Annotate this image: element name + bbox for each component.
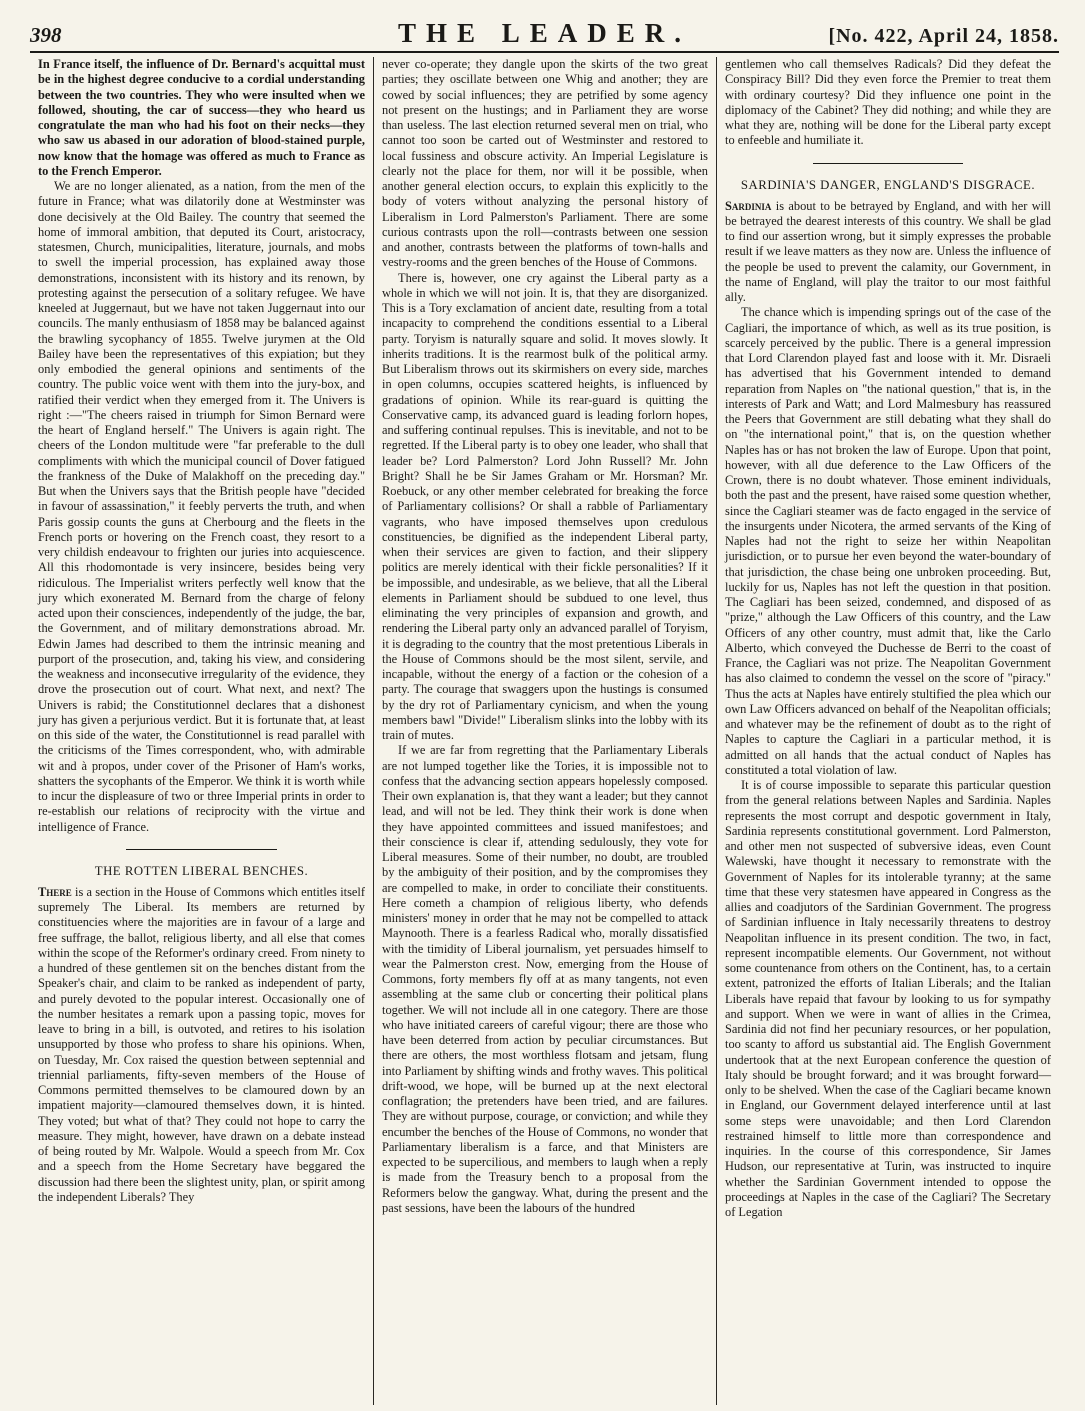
article-paragraph: There is, however, one cry against the Liberal party as a whole in which we will not join. It is, that they are disorganized. This is a Tory exclamation of ancient date, resulting from a total incapacity to comprehend the conditions essential to a Liberal party. Toryism is naturally square and solid. It moves slowly. It inherits traditions. It is the rearmost bulk of the political army. But Liberalism throws out its skirmishers on every side, marches in open columns, occupies scattered heights, is influenced by gradations of opinion. While its rear-guard is quitting the Conservative camp, its advanced guard is leading forlorn hopes, and suffering continual repulses. This is inevitable, and not to be regretted. If the Liberal party is to obey one leader, who shall that leader be? Lord Palmerston? Lord John Russell? Mr. John Bright? Shall he be Sir James Graham or Mr. Horsman? Mr. Roebuck, or any other member celebrated for breaking the force of Parliamentary collisions? Or shall a rabble of Parliamentary vagrants, who have imposed themselves upon credulous constituencies, be dignified as the independent Liberal party, when their services are given to faction, and their slippery politics are merely identical with their fickle personalities? If it be impossible, and undesirable, as we believe, that all the Liberal elements in Parliament should be subdued to one level, thus eliminating the very principles of expansion and growth, and rendering the Liberal party only an advanced parallel of Toryism, it is degrading to the country that the most pretentious Liberals in the House of Commons should be the most silent, servile, and incapable, without the energy of a faction or the cohesion of a party. The courage that swaggers upon the hustings is consumed by the dry rot of Parliamentary cynicism, and when the young members bawl "Divide!" Liberalism slinks into the lobby with its train of mutes. (382, 270, 708, 742)
article-paragraph: We are no longer alienated, as a nation, from the men of the future in France; what was dilatorily done at Westminster was done decisively at the Old Bailey. The country that seemed the home of immoral ambition, that deputed its Court, aristocracy, statesmen, Church, municipalities, literature, journals, and mobs to swell the imperial procession, has explained away those demonstrations, inconsistent with its history and its renown, by protesting against the persecution of a solitary refugee. We have kneeled at Juggernaut, but we have not taken Juggernaut into our councils. The manly enthusiasm of 1858 may be balanced against the brawling sycophancy of 1855. Twelve jurymen at the Old Bailey have been the representatives of this expiation; but they only embodied the general opinions and sentiments of the country. The public voice went with them into the jury-box, and ratified their verdict when they emerged from it. The Univers is right :—"The cheers raised in triumph for Simon Bernard were the heart of England herself." The Univers is again right. The cheers of the London multitude were "far preferable to the dull compliments with which the municipal council of Dover fatigued the frankness of the Duke of Malakhoff on the preceding day." But when the Univers says that the British people have "decided in favour of assassination," it feebly perverts the truth, and when Paris gossip counts the guns at Cherbourg and the fleets in the French ports or hovering on the French coast, they resort to a very childish endeavour to frighten our juries into acquiescence. All this rhodomontade is very insincere, besides being very ridiculous. The Imperialist writers perfectly well know that the jury which exonerated M. Bernard from the charge of felony acted upon their consciences, independently of the judge, the bar, the Government, and of military demonstrations abroad. Mr. Edwin James had described to them the intrinsic meaning and purport of the prosecution, and, taking his view, and considering the weakness and inconsecutive irregularity of the evidence, they drove the prosecution out of court. What next, and next? The Univers is rabid; the Constitutionnel declares that a dishonest jury has given a perjurious verdict. But it is fortunate that, at least on this side of the water, the Constitutionnel is read parallel with the criticisms of the Times correspondent, who, with admirable wit and à propos, under cover of the Prisoner of Ham's works, shatters the sycophants of the Emperor. We think it is worth while to incur the displeasure of two or three Imperial prints in order to re-establish our relations of reciprocity with the virtue and intelligence of France. (38, 179, 365, 834)
column-2 (373, 57, 716, 1405)
lead-word: Sardinia (725, 198, 772, 213)
article-paragraph: If we are far from regretting that the Parliamentary Liberals are not lumped together like the Tories, it is impossible not to confess that the advancing section appears hopelessly composed. Their own explanation is, that they want a leader; but they cannot lead, and will not be led. They think their work is done when they have appointed committees and issued manifestoes; and their conscience is clear if, attending sedulously, they vote for Liberal measures. Some of their number, no doubt, are troubled by the ambiguity of their position, and by the compromises they are compelled to make, in order to conciliate their constituents. Here cometh a champion of religious liberty, who defends ministers' money in order that he may not be compelled to attack Maynooth. There is a fearless Radical who, morally dissatisfied with the timidity of Liberal journalism, yet persuades himself to wear the Palmerston crest. Now, emerging from the House of Commons, forty members fly off at as many tangents, not even assembling at the same club or concerting their political plans together. We will not include all in one category. There are those who have initiated careers of careful vigour; there are those who have been deterred from action by peculiar circumstances. But there are others, the most worthless flotsam and jetsam, flung into Parliament by shifting winds and frothy waves. This political drift-wood, we hope, will be burned up at the next electoral conflagration; the pretenders have been tried, and are failures. They are without purpose, courage, or conviction; and while they encumber the benches of the House of Commons, no wonder that Parliamentary liberalism is a farce, and that Ministers are expected to be supercilious, and members to laugh when a reply is made from the Treasury bench to a proposal from the Reformers below the gangway. What, during the present and the past sessions, have been the labours of the hundred (382, 743, 708, 1215)
article-headline: SARDINIA'S DANGER, ENGLAND'S DISGRACE. (740, 177, 1036, 192)
article-paragraph: The chance which is impending springs out of the case of the Cagliari, the importance of which, as well as its true position, is scarcely perceived by the public. There is a general impression that Lord Clarendon played fast and loose with it. Mr. Disraeli has advertised that his Government intended to demand reparation from Naples on "the national question," that is, in the interests of Park and Watt; and Lord Malmesbury has reassured the Peers that Government are still debating what they shall do on "the international point," that is, on the question whether Naples has or has not broken the law of Europe. Upon that point, however, with all due deference to the Law Officers of the Crown, there is no doubt whatever. Those eminent individuals, both the past and the present, have raised some question whether, since the Cagliari steamer was de facto engaged in the service of the insurgents under Nicotera, the armed servants of the King of Naples had not the right to seize her within Neapolitan jurisdiction, or to pursue her even beyond the water-boundary of that jurisdiction, the chase being one unbroken proceeding. But, luckily for us, Naples has not left the question in that position. The Cagliari has been seized, condemned, and disposed of as "prize," although the Law Officers of this country, and the Law Officers of any other country, must admit that, like the Carlo Alberto, which conveyed the Duchesse de Berri to the coast of France, the Cagliari was not prize. The Neapolitan Government has also claimed to condemn the vessel on the score of "piracy." Thus the acts at Naples have entirely stultified the plea which our own Law Officers advanced on behalf of the Neapolitan officials; and whatever may be the refinement of doubt as to the right of Naples to capture the Cagliari in a particular method, it is admitted on all hands that the actual conduct of Naples has constituted a total violation of law. (725, 305, 1051, 777)
masthead-title: THE LEADER. (397, 18, 692, 48)
issue-info: [No. 422, April 24, 1858. (828, 25, 1059, 47)
paragraph-text: is about to be betrayed by England, and with her will be betrayed the dearest interests of this country. We shall be glad to find our assertion wrong, but it simply expresses the probable result if we leave matters as they now are. Unless the influence of the people be used to prevent the calamity, our Government, in the name of England, will play the traitor to our most faithful ally. (725, 198, 1051, 304)
article-headline: THE ROTTEN LIBERAL BENCHES. (94, 863, 309, 878)
article-paragraph: In France itself, the influence of Dr. Bernard's acquittal must be in the highest degree conducive to a cordial understanding between the two countries. They who were insulted when we followed, shouting, the car of success—they who heard us congratulate the man who had his foot on their necks—they who saw us abased in our adoration of blood-stained purple, now know that the homage was offered as much to France as to the French Emperor. (38, 57, 365, 178)
article-columns (30, 57, 1059, 1405)
article-paragraph: never co-operate; they dangle upon the skirts of the two great parties; they oscillate between one Whig and another; they are cowed by social influences; they are petrified by some agency not present on the hustings; and in Parliament they are worse than useless. The last election returned several men on trial, who cannot too soon be carted out of Westminster and restored to local fussiness and obscure activity. An Imperial Legislature is clearly not the place for them, nor will it be possible, when another general election occurs, to explain this explicitly to the body of voters without analyzing the personal history of Liberalism in Lord Palmerston's Parliament. There are some curious contrasts upon the roll—contrasts between one session and another, contrasts between the platforms of town-halls and vestry-rooms and the green benches of the House of Commons. (382, 57, 708, 270)
paragraph-text: is a section in the House of Commons which entitles itself supremely The Liberal. Its members are returned by constituencies where the majorities are in favour of a large and free suffrage, the ballot, religious liberty, and all else that comes within the scope of the Reformer's ordinary creed. From ninety to a hundred of these gentlemen sit on the benches distant from the Speaker's chair, and claim to be ranked as independent of party, and purely devoted to the popular interest. Occasionally one of the number hesitates a remark upon a passing topic, moves for leave to bring in a bill, is outvoted, and retires to his isolation unsupported by those who profess to share his opinions. When, on Tuesday, Mr. Cox raised the question between septennial and triennial parliaments, fifty-seven members of the House of Commons permitted themselves to be clamoured down by an impatient majority—clamoured themselves down, it is hinted. They voted; but what of that? They could not hope to carry the measure. They might, however, have drawn on a debate instead of being routed by Mr. Walpole. Would a speech from Mr. Cox and a speech from the Home Secretary have beggared the discussion had there been the slightest unity, plan, or spirit among the independent Liberals? They (38, 884, 365, 1204)
page-header (30, 14, 1059, 53)
section-divider (813, 163, 963, 164)
column-1 (30, 57, 373, 1405)
article-paragraph (38, 885, 365, 1205)
article-paragraph: gentlemen who call themselves Radicals? Did they defeat the Conspiracy Bill? Did they even force the Premier to treat them with ordinary courtesy? Did they influence one point in the diplomacy of the Cabinet? They did nothing; and while they are what they are, nothing will be done for the Liberal party except to enfeeble and humiliate it. (725, 57, 1051, 148)
page-number: 398 (30, 23, 62, 47)
article-paragraph: It is of course impossible to separate this particular question from the general relations between Naples and Sardinia. Naples represents the most corrupt and despotic government in Italy, Sardinia represents constitutional government. Lord Palmerston, and other men not suspected of subversive ideas, even Count Walewski, have thought it necessary to remonstrate with the Government of Naples for its intolerable tyranny; at the same time that these very statesmen have appeared in Congress as the allies and coadjutors of the Sardinian Government. The progress of Sardinian influence in Italy necessarily threatens to destroy Neapolitan influence in its present condition. The two, in fact, represent incompatible elements. Our Government, not without some countenance from others on the Continent, has, to a certain extent, patronized the efforts of Italian Liberals; and the Italian Liberals have repaid that favour by looking to us for sympathy and support. When we were in want of allies in the Crimea, Sardinia did not find her pecuniary resources, or her population, too scanty to afford us substantial aid. The English Government undertook that at the next European conference the question of Italy should be brought forward; and it was brought forward—only to be shelved. When the case of the Cagliari became known in England, our Government delayed interference until at last some steps were unavoidable; and then Lord Clarendon restrained himself to little more than correspondence and inquiries. In the course of this correspondence, Sir James Hudson, our representative at Turin, was instructed to inquire whether the Sardinian Government intended to oppose the proceedings at Naples in the case of the Cagliari? The Secretary of Legation (725, 778, 1051, 1219)
lead-word: There (38, 884, 72, 899)
article-paragraph (725, 199, 1051, 306)
section-divider (126, 849, 276, 850)
column-3 (716, 57, 1059, 1405)
